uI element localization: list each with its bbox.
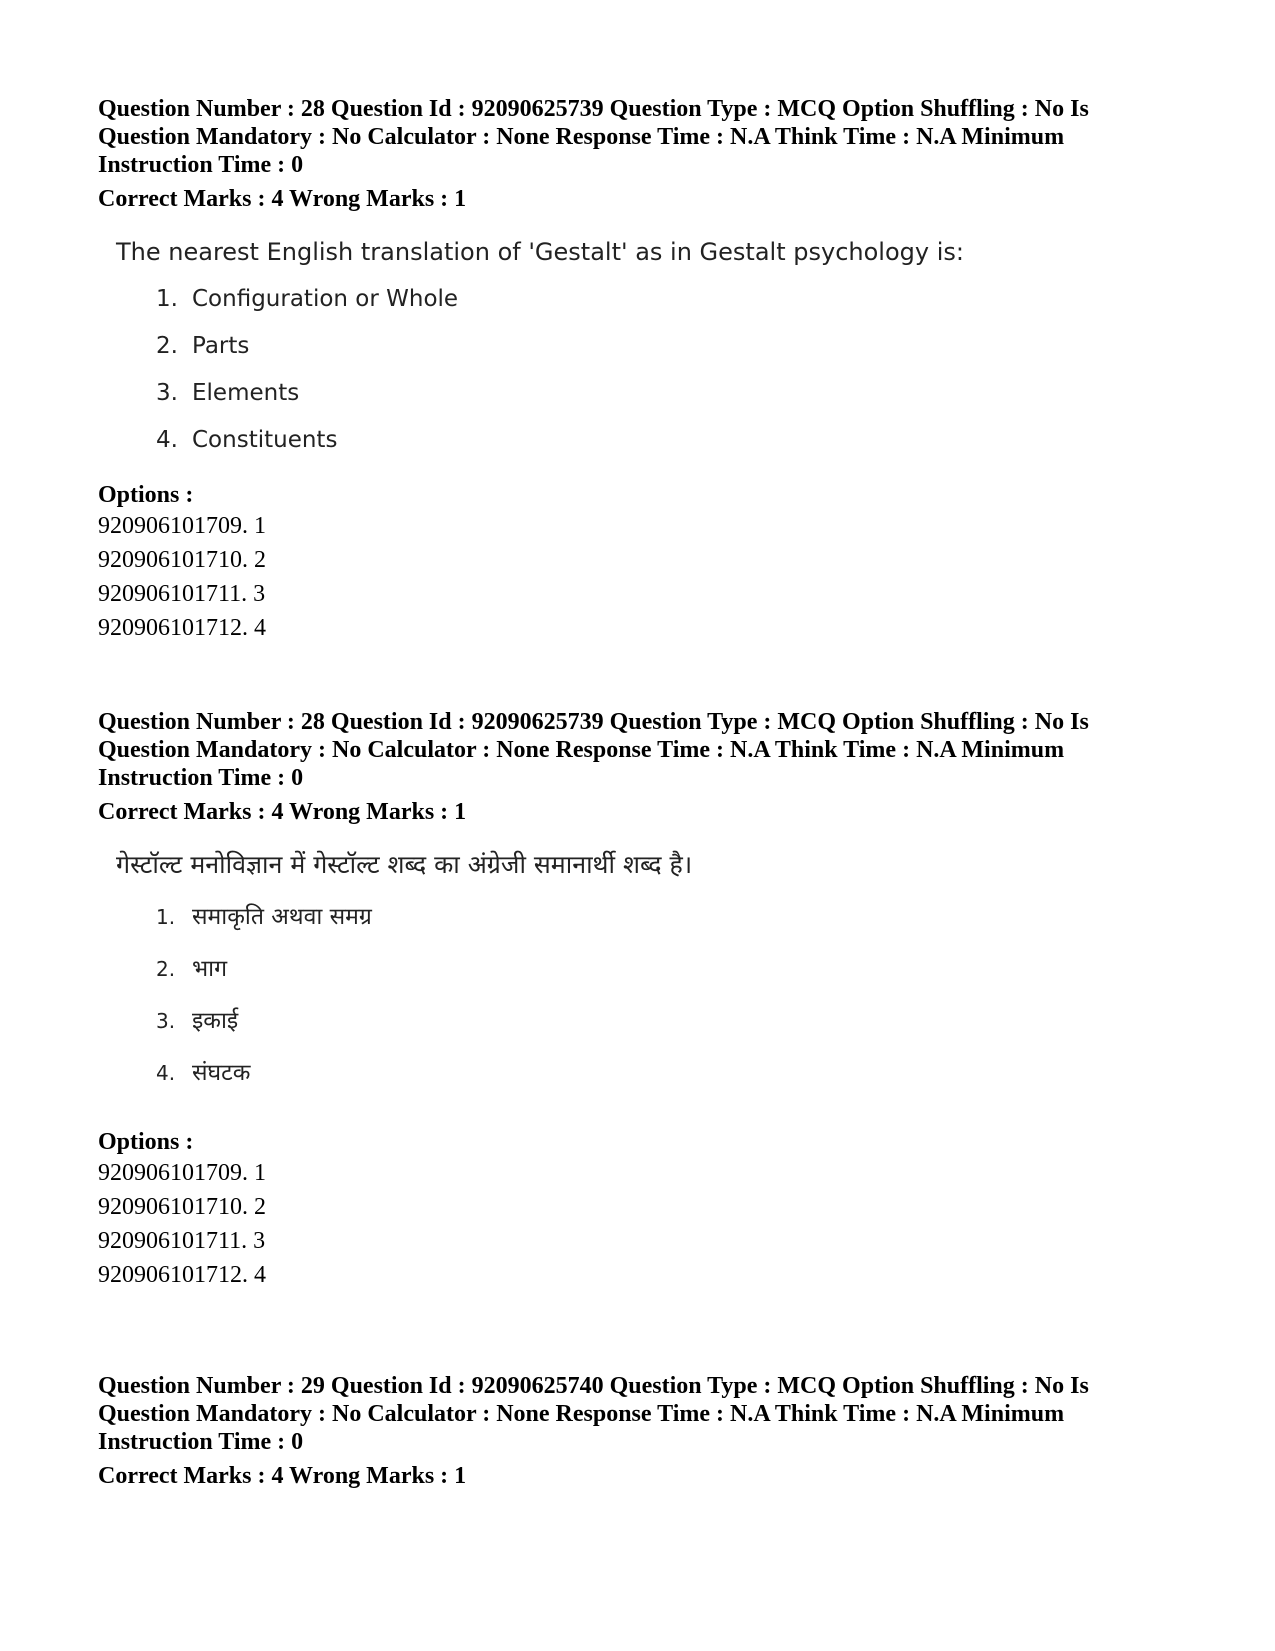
option-line: 920906101710. 2 [98, 547, 266, 573]
choice-text: इकाई [192, 1008, 239, 1034]
choice-text: भाग [192, 956, 228, 982]
choice-number: 1. [156, 286, 178, 312]
options-section [98, 481, 1178, 645]
choice-list [116, 902, 1178, 1088]
question-block-28-english [98, 95, 1178, 645]
question-block-29 [98, 1372, 1178, 1490]
choice-item [116, 902, 1178, 932]
choice-number: 3. [156, 380, 178, 406]
option-line: 920906101712. 4 [98, 615, 266, 641]
choice-number: 1. [156, 905, 176, 929]
option-line: 920906101711. 3 [98, 581, 266, 607]
choice-item [116, 378, 1178, 408]
options-label: Options : [98, 1129, 194, 1155]
option-line: 920906101712. 4 [98, 1262, 266, 1288]
option-line: 920906101709. 1 [98, 513, 266, 539]
question-marks: Correct Marks : 4 Wrong Marks : 1 [98, 1463, 467, 1489]
question-marks: Correct Marks : 4 Wrong Marks : 1 [98, 186, 467, 212]
choice-list [116, 284, 1178, 455]
choice-number: 4. [156, 427, 178, 453]
choice-item [116, 1058, 1178, 1088]
options-label: Options : [98, 482, 194, 508]
option-line: 920906101710. 2 [98, 1194, 266, 1220]
choice-text: Configuration or Whole [192, 286, 459, 312]
question-block-28-hindi [98, 708, 1178, 1292]
choice-item [116, 284, 1178, 314]
choice-number: 2. [156, 957, 176, 981]
question-content [116, 237, 1178, 455]
choice-text: Constituents [192, 427, 338, 453]
options-section [98, 1128, 1178, 1292]
choice-number: 3. [156, 1009, 176, 1033]
question-meta: Question Number : 28 Question Id : 92090625739 Question Type : MCQ Option Shuffling : No Is Question Mandatory : No Calculator : None Response Time : N.A Think Time : N.A Minimum Instruction Time : 0 [98, 709, 1089, 791]
question-text: The nearest English translation of 'Gestalt' as in Gestalt psychology is: [116, 238, 964, 266]
question-meta: Question Number : 29 Question Id : 92090625740 Question Type : MCQ Option Shuffling : No Is Question Mandatory : No Calculator : None Response Time : N.A Think Time : N.A Minimum Instruction Time : 0 [98, 1373, 1089, 1455]
choice-text: समाकृति अथवा समग्र [192, 904, 372, 930]
choice-number: 2. [156, 333, 178, 359]
choice-text: Parts [192, 333, 250, 359]
choice-item [116, 425, 1178, 455]
question-meta: Question Number : 28 Question Id : 92090625739 Question Type : MCQ Option Shuffling : No Is Question Mandatory : No Calculator : None Response Time : N.A Think Time : N.A Minimum Instruction Time : 0 [98, 96, 1089, 178]
option-line: 920906101711. 3 [98, 1228, 266, 1254]
choice-text: संघटक [192, 1060, 251, 1086]
choice-item [116, 1006, 1178, 1036]
choice-text: Elements [192, 380, 300, 406]
choice-item [116, 331, 1178, 361]
option-line: 920906101709. 1 [98, 1160, 266, 1186]
question-marks: Correct Marks : 4 Wrong Marks : 1 [98, 799, 467, 825]
question-text: गेस्टॉल्ट मनोविज्ञान में गेस्टॉल्ट शब्द का अंग्रेजी समानार्थी शब्द है। [116, 850, 693, 879]
choice-item [116, 954, 1178, 984]
question-content [116, 850, 1178, 1088]
choice-number: 4. [156, 1061, 176, 1085]
